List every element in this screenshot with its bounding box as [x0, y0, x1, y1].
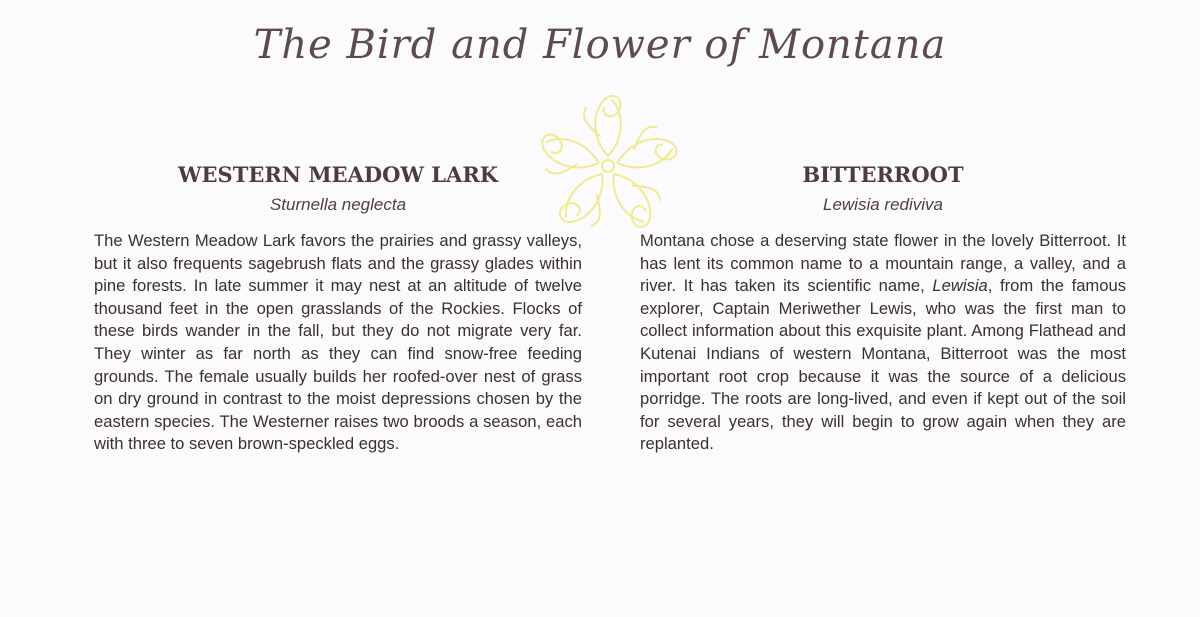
flower-description-italic: Lewisia: [932, 276, 988, 296]
page-title: The Bird and Flower of Montana: [253, 22, 947, 68]
flower-description: [640, 230, 1126, 456]
flower-scientific-name: Lewisia rediviva: [823, 195, 943, 214]
bird-section: [94, 160, 582, 456]
bird-description: The Western Meadow Lark favors the prairies and grassy valleys, but it also frequents sagebrush flats and the grassy glades within pine forests. In late summer it may nest at an altitude of twelve thousand feet in the open grasslands of the Rockies. Flocks of these birds wander in the fall, but they do not migrate very far. They winter as far north as they can find snow-free feeding grounds. The female usually builds her roofed-over nest of grass on dry ground in contrast to the moist depressions chosen by the eastern species. The Westerner raises two broods a season, each with three to seven brown-speckled eggs.: [94, 231, 582, 454]
flower-description-part1: Montana chose a deserving state flower in the lovely Bitterroot. It has lent its common name to a mountain range, a valley, and a river. It has taken its scientific name,: [640, 231, 1126, 296]
flower-name: BITTERROOT: [802, 162, 964, 187]
flower-section: [640, 160, 1126, 456]
flower-description-part2: , from the famous explorer, Captain Meriwether Lewis, who was the first man to collect information about this exquisite plant. Among Flathead and Kutenai Indians of western Montana, Bitterroot was the most important root crop because it was the source of a delicious porridge. The roots are long-lived, and even if kept out of the soil for several years, they will begin to grow again when they are replanted.: [640, 276, 1126, 454]
bird-scientific-name: Sturnella neglecta: [269, 195, 407, 214]
bird-name: WESTERN MEADOW LARK: [177, 162, 499, 187]
